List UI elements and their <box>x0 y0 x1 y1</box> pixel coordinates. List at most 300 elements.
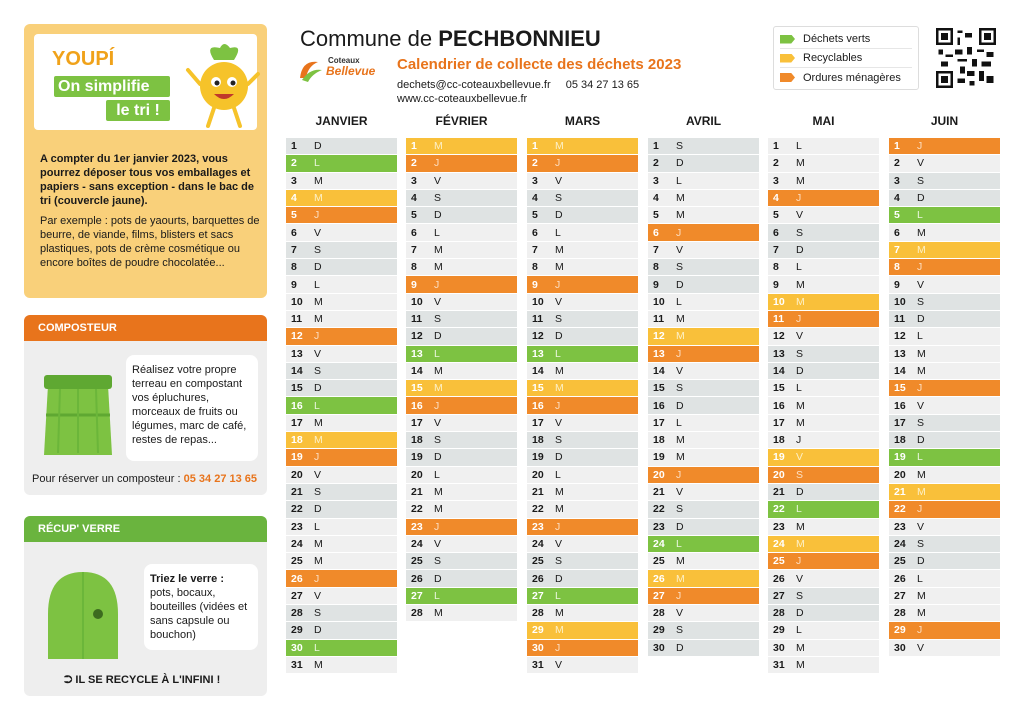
day-weekday: D <box>676 399 684 412</box>
day-row <box>768 155 879 172</box>
day-number: 26 <box>773 572 785 585</box>
day-row <box>286 449 397 466</box>
composteur-reserve <box>32 473 257 485</box>
day-row <box>527 328 638 345</box>
day-number: 3 <box>291 174 297 187</box>
day-weekday: M <box>676 209 685 222</box>
logo-top: Coteaux <box>328 56 360 65</box>
day-weekday: M <box>555 365 564 377</box>
day-weekday: S <box>676 140 684 153</box>
day-number: 7 <box>894 243 900 256</box>
day-weekday: M <box>796 537 805 550</box>
day-number: 25 <box>411 555 423 568</box>
day-number: 30 <box>653 641 665 654</box>
day-number: 29 <box>532 624 544 637</box>
legend-label: Ordures ménagères <box>803 71 901 84</box>
day-weekday: S <box>314 607 322 620</box>
day-weekday: D <box>434 572 442 585</box>
day-row <box>889 311 1000 328</box>
day-number: 2 <box>894 157 900 170</box>
day-row <box>527 432 638 449</box>
day-number: 10 <box>411 295 423 308</box>
day-weekday: J <box>314 209 320 222</box>
day-row <box>889 380 1000 397</box>
legend <box>773 26 919 90</box>
day-number: 13 <box>291 347 303 360</box>
day-weekday: J <box>676 589 682 602</box>
day-weekday: D <box>314 261 322 274</box>
day-number: 28 <box>773 607 785 620</box>
day-row <box>527 449 638 466</box>
day-row <box>527 155 638 172</box>
day-number: 1 <box>894 140 900 153</box>
day-row <box>527 605 638 622</box>
day-row <box>286 242 397 259</box>
day-weekday: M <box>555 624 564 637</box>
day-weekday: S <box>434 192 442 205</box>
day-weekday: V <box>676 365 684 377</box>
day-row <box>889 536 1000 553</box>
day-row <box>768 294 879 311</box>
day-weekday: L <box>796 624 802 637</box>
day-weekday: V <box>555 659 563 672</box>
day-weekday: M <box>434 243 443 256</box>
day-number: 11 <box>411 313 423 326</box>
day-number: 3 <box>532 174 538 187</box>
legend-label: Déchets verts <box>803 33 871 45</box>
day-weekday: J <box>434 399 440 412</box>
day-number: 3 <box>773 174 779 187</box>
day-weekday: V <box>434 537 442 550</box>
day-row <box>406 415 517 432</box>
day-row <box>648 363 759 380</box>
day-row <box>889 207 1000 224</box>
verre-title: RÉCUP' VERRE <box>24 516 267 542</box>
day-row <box>648 501 759 518</box>
day-weekday: V <box>796 572 804 585</box>
day-weekday: L <box>555 347 561 360</box>
day-row <box>648 432 759 449</box>
day-number: 4 <box>653 192 659 205</box>
day-row <box>768 224 879 241</box>
day-number: 2 <box>291 157 297 170</box>
day-weekday: L <box>555 589 561 602</box>
day-weekday: M <box>434 261 443 274</box>
month-column <box>527 110 638 674</box>
day-row <box>768 467 879 484</box>
day-weekday: L <box>555 468 561 481</box>
day-weekday: M <box>917 347 926 360</box>
day-weekday: V <box>434 174 442 187</box>
day-row <box>286 328 397 345</box>
day-weekday: M <box>555 243 564 256</box>
day-number: 17 <box>773 416 785 429</box>
day-weekday: L <box>917 451 923 464</box>
day-number: 8 <box>532 261 538 274</box>
day-number: 10 <box>653 295 665 308</box>
day-row <box>406 259 517 276</box>
day-row <box>406 242 517 259</box>
day-number: 15 <box>773 382 785 395</box>
day-row <box>286 536 397 553</box>
day-number: 26 <box>411 572 423 585</box>
day-row <box>406 553 517 570</box>
day-number: 12 <box>291 330 303 343</box>
day-row <box>648 397 759 414</box>
day-number: 18 <box>773 434 785 447</box>
day-number: 28 <box>411 607 423 620</box>
day-row <box>286 432 397 449</box>
day-row <box>648 346 759 363</box>
day-row <box>286 640 397 657</box>
day-weekday: M <box>676 330 685 343</box>
day-number: 28 <box>291 607 303 620</box>
day-weekday: M <box>434 503 443 516</box>
day-weekday: M <box>434 382 443 395</box>
day-number: 4 <box>894 192 900 205</box>
day-number: 27 <box>291 589 303 602</box>
day-number: 31 <box>532 659 544 672</box>
day-row <box>286 190 397 207</box>
day-weekday: V <box>555 537 563 550</box>
day-number: 22 <box>894 503 906 516</box>
day-number: 2 <box>653 157 659 170</box>
day-number: 26 <box>653 572 665 585</box>
day-row <box>406 207 517 224</box>
day-row <box>889 501 1000 518</box>
day-weekday: D <box>796 365 804 377</box>
day-row <box>768 622 879 639</box>
day-row <box>889 640 1000 657</box>
day-weekday: M <box>676 451 685 464</box>
day-number: 19 <box>773 451 785 464</box>
day-number: 1 <box>653 140 659 153</box>
day-weekday: M <box>314 537 323 550</box>
month-column <box>648 110 759 657</box>
day-row <box>406 173 517 190</box>
day-weekday: J <box>555 641 561 654</box>
day-row <box>527 415 638 432</box>
day-number: 7 <box>291 243 297 256</box>
day-weekday: S <box>314 243 322 256</box>
day-weekday: L <box>434 589 440 602</box>
day-number: 20 <box>411 468 423 481</box>
day-row <box>768 501 879 518</box>
day-weekday: V <box>676 607 684 620</box>
month-column <box>889 110 1000 657</box>
day-number: 8 <box>653 261 659 274</box>
day-row <box>768 311 879 328</box>
day-row <box>406 501 517 518</box>
day-weekday: L <box>314 157 320 170</box>
day-weekday: D <box>314 382 322 395</box>
contact-phone[interactable]: 05 34 27 13 65 <box>565 79 640 91</box>
month-header: JANVIER <box>315 114 368 128</box>
day-number: 25 <box>291 555 303 568</box>
calendar-title: Calendrier de collecte des déchets 2023 <box>397 56 682 73</box>
day-number: 4 <box>773 192 779 205</box>
day-row <box>768 432 879 449</box>
day-weekday: J <box>676 468 682 481</box>
day-weekday: L <box>676 174 682 187</box>
day-row <box>768 519 879 536</box>
day-number: 14 <box>411 365 423 377</box>
day-weekday: M <box>676 313 685 326</box>
day-number: 29 <box>894 624 906 637</box>
day-weekday: S <box>434 555 442 568</box>
day-number: 6 <box>894 226 900 239</box>
day-number: 17 <box>532 416 544 429</box>
day-row <box>768 259 879 276</box>
day-weekday: D <box>434 209 442 222</box>
day-row <box>527 484 638 501</box>
day-number: 2 <box>411 157 417 170</box>
day-number: 24 <box>653 537 665 550</box>
day-number: 5 <box>532 209 538 222</box>
day-weekday: M <box>555 261 564 274</box>
day-row <box>406 605 517 622</box>
day-row <box>648 449 759 466</box>
day-number: 30 <box>291 641 303 654</box>
day-number: 21 <box>291 486 303 499</box>
day-number: 11 <box>532 313 544 326</box>
day-weekday: L <box>314 641 320 654</box>
day-weekday: D <box>314 503 322 516</box>
day-number: 29 <box>291 624 303 637</box>
day-number: 25 <box>653 555 665 568</box>
day-number: 26 <box>291 572 303 585</box>
day-row <box>286 311 397 328</box>
day-weekday: J <box>917 624 923 637</box>
day-number: 12 <box>653 330 665 343</box>
day-weekday: M <box>796 659 805 672</box>
day-number: 19 <box>411 451 423 464</box>
day-weekday: V <box>555 295 563 308</box>
intro-bold-text: A compter du 1er janvier 2023, vous pourrez déposer tous vos emballages et papiers - sans exception - dans le bac de tri (couvercle jaune). <box>40 153 254 207</box>
month-header: AVRIL <box>685 114 722 128</box>
day-number: 1 <box>773 140 779 153</box>
day-row <box>406 346 517 363</box>
day-number: 30 <box>773 641 785 654</box>
day-weekday: M <box>676 572 685 585</box>
day-row <box>648 155 759 172</box>
day-row <box>648 259 759 276</box>
day-weekday: V <box>555 416 563 429</box>
day-number: 24 <box>773 537 785 550</box>
day-row <box>768 242 879 259</box>
day-number: 8 <box>291 261 297 274</box>
day-row <box>768 380 879 397</box>
day-row <box>889 484 1000 501</box>
day-weekday: M <box>314 174 323 187</box>
day-weekday: M <box>917 243 926 256</box>
day-row <box>768 415 879 432</box>
verre-section <box>24 516 267 696</box>
day-row <box>889 605 1000 622</box>
day-number: 11 <box>773 313 785 326</box>
day-weekday: S <box>434 313 442 326</box>
day-number: 8 <box>894 261 900 274</box>
day-row <box>527 380 638 397</box>
day-number: 23 <box>532 520 544 533</box>
day-row <box>648 173 759 190</box>
day-row <box>889 397 1000 414</box>
day-number: 16 <box>411 399 423 412</box>
commune-name: PECHBONNIEU <box>438 26 601 51</box>
day-row <box>406 588 517 605</box>
day-number: 21 <box>411 486 423 499</box>
day-weekday: V <box>917 520 925 533</box>
day-number: 3 <box>894 174 900 187</box>
day-row <box>527 553 638 570</box>
day-number: 17 <box>291 416 303 429</box>
reserve-phone[interactable]: 05 34 27 13 65 <box>183 473 258 485</box>
day-number: 15 <box>653 382 665 395</box>
day-weekday: S <box>434 434 442 447</box>
day-row <box>406 380 517 397</box>
day-weekday: M <box>917 607 926 620</box>
day-row <box>889 138 1000 155</box>
day-weekday: S <box>796 589 804 602</box>
day-number: 22 <box>532 503 544 516</box>
day-row <box>286 467 397 484</box>
day-number: 2 <box>773 157 779 170</box>
day-number: 23 <box>894 520 906 533</box>
day-weekday: D <box>314 624 322 637</box>
day-weekday: M <box>796 520 805 533</box>
day-weekday: S <box>917 295 925 308</box>
day-weekday: V <box>555 174 563 187</box>
legend-item <box>780 30 912 49</box>
contact-email[interactable]: dechets@cc-coteauxbellevue.fr <box>397 79 551 91</box>
day-number: 19 <box>653 451 665 464</box>
day-number: 6 <box>411 226 417 239</box>
day-weekday: S <box>555 192 563 205</box>
day-number: 14 <box>894 365 906 377</box>
day-row <box>527 207 638 224</box>
day-weekday: S <box>676 624 684 637</box>
day-weekday: L <box>917 572 923 585</box>
day-weekday: D <box>676 520 684 533</box>
day-weekday: J <box>555 399 561 412</box>
day-row <box>406 294 517 311</box>
day-row <box>648 415 759 432</box>
day-number: 11 <box>894 313 906 326</box>
day-weekday: D <box>676 157 684 170</box>
day-number: 31 <box>291 659 303 672</box>
day-number: 29 <box>653 624 665 637</box>
day-row <box>286 173 397 190</box>
legend-swatch-orange <box>780 73 795 82</box>
day-number: 17 <box>411 416 423 429</box>
day-number: 7 <box>773 243 779 256</box>
day-row <box>889 363 1000 380</box>
day-number: 3 <box>411 174 417 187</box>
day-weekday: M <box>314 295 323 308</box>
day-row <box>527 259 638 276</box>
day-row <box>889 173 1000 190</box>
day-weekday: D <box>555 451 563 464</box>
day-row <box>648 553 759 570</box>
day-row <box>527 363 638 380</box>
day-weekday: J <box>796 192 802 205</box>
day-number: 25 <box>773 555 785 568</box>
day-weekday: J <box>676 347 682 360</box>
day-row <box>768 605 879 622</box>
day-row <box>889 224 1000 241</box>
day-number: 12 <box>532 330 544 343</box>
day-row <box>527 311 638 328</box>
month-header: JUIN <box>930 114 959 128</box>
day-weekday: V <box>314 589 322 602</box>
month-header: MAI <box>812 114 835 128</box>
legend-item <box>780 68 912 87</box>
day-row <box>889 553 1000 570</box>
day-number: 17 <box>653 416 665 429</box>
day-row <box>768 553 879 570</box>
day-weekday: V <box>917 399 925 412</box>
day-number: 10 <box>773 295 785 308</box>
day-number: 10 <box>532 295 544 308</box>
qr-code-icon[interactable] <box>936 28 996 88</box>
day-weekday: M <box>434 607 443 620</box>
day-row <box>286 138 397 155</box>
day-weekday: L <box>434 226 440 239</box>
day-number: 14 <box>653 365 665 377</box>
day-number: 22 <box>411 503 423 516</box>
day-weekday: J <box>676 226 682 239</box>
day-weekday: D <box>314 140 322 153</box>
day-number: 11 <box>291 313 303 326</box>
day-row <box>286 276 397 293</box>
day-weekday: S <box>555 555 563 568</box>
legend-item <box>780 49 912 68</box>
day-row <box>406 467 517 484</box>
day-number: 15 <box>411 382 423 395</box>
day-row <box>889 432 1000 449</box>
day-row <box>527 346 638 363</box>
day-row <box>286 570 397 587</box>
day-weekday: V <box>917 278 925 291</box>
day-weekday: M <box>917 486 926 499</box>
day-weekday: M <box>314 659 323 672</box>
day-row <box>768 328 879 345</box>
day-row <box>648 570 759 587</box>
composteur-section <box>24 315 267 495</box>
day-weekday: V <box>434 416 442 429</box>
day-number: 16 <box>773 399 785 412</box>
day-row <box>648 242 759 259</box>
verre-text-bubble <box>144 564 258 650</box>
day-row <box>648 536 759 553</box>
day-row <box>527 501 638 518</box>
commune-prefix: Commune de <box>300 26 433 51</box>
day-weekday: V <box>917 641 925 654</box>
contact-info <box>397 78 639 106</box>
day-number: 3 <box>653 174 659 187</box>
day-weekday: L <box>314 278 320 291</box>
day-number: 20 <box>653 468 665 481</box>
day-number: 17 <box>894 416 906 429</box>
day-weekday: J <box>917 503 923 516</box>
day-row <box>648 311 759 328</box>
contact-website[interactable]: www.cc-coteauxbellevue.fr <box>397 93 528 105</box>
composteur-text: Réalisez votre propre terreau en compostant vos épluchures, morceaux de fruits ou légumes, marc de café, restes de repas... <box>126 355 258 461</box>
day-row <box>648 328 759 345</box>
day-weekday: M <box>796 278 805 291</box>
day-number: 27 <box>411 589 423 602</box>
day-row <box>527 294 638 311</box>
